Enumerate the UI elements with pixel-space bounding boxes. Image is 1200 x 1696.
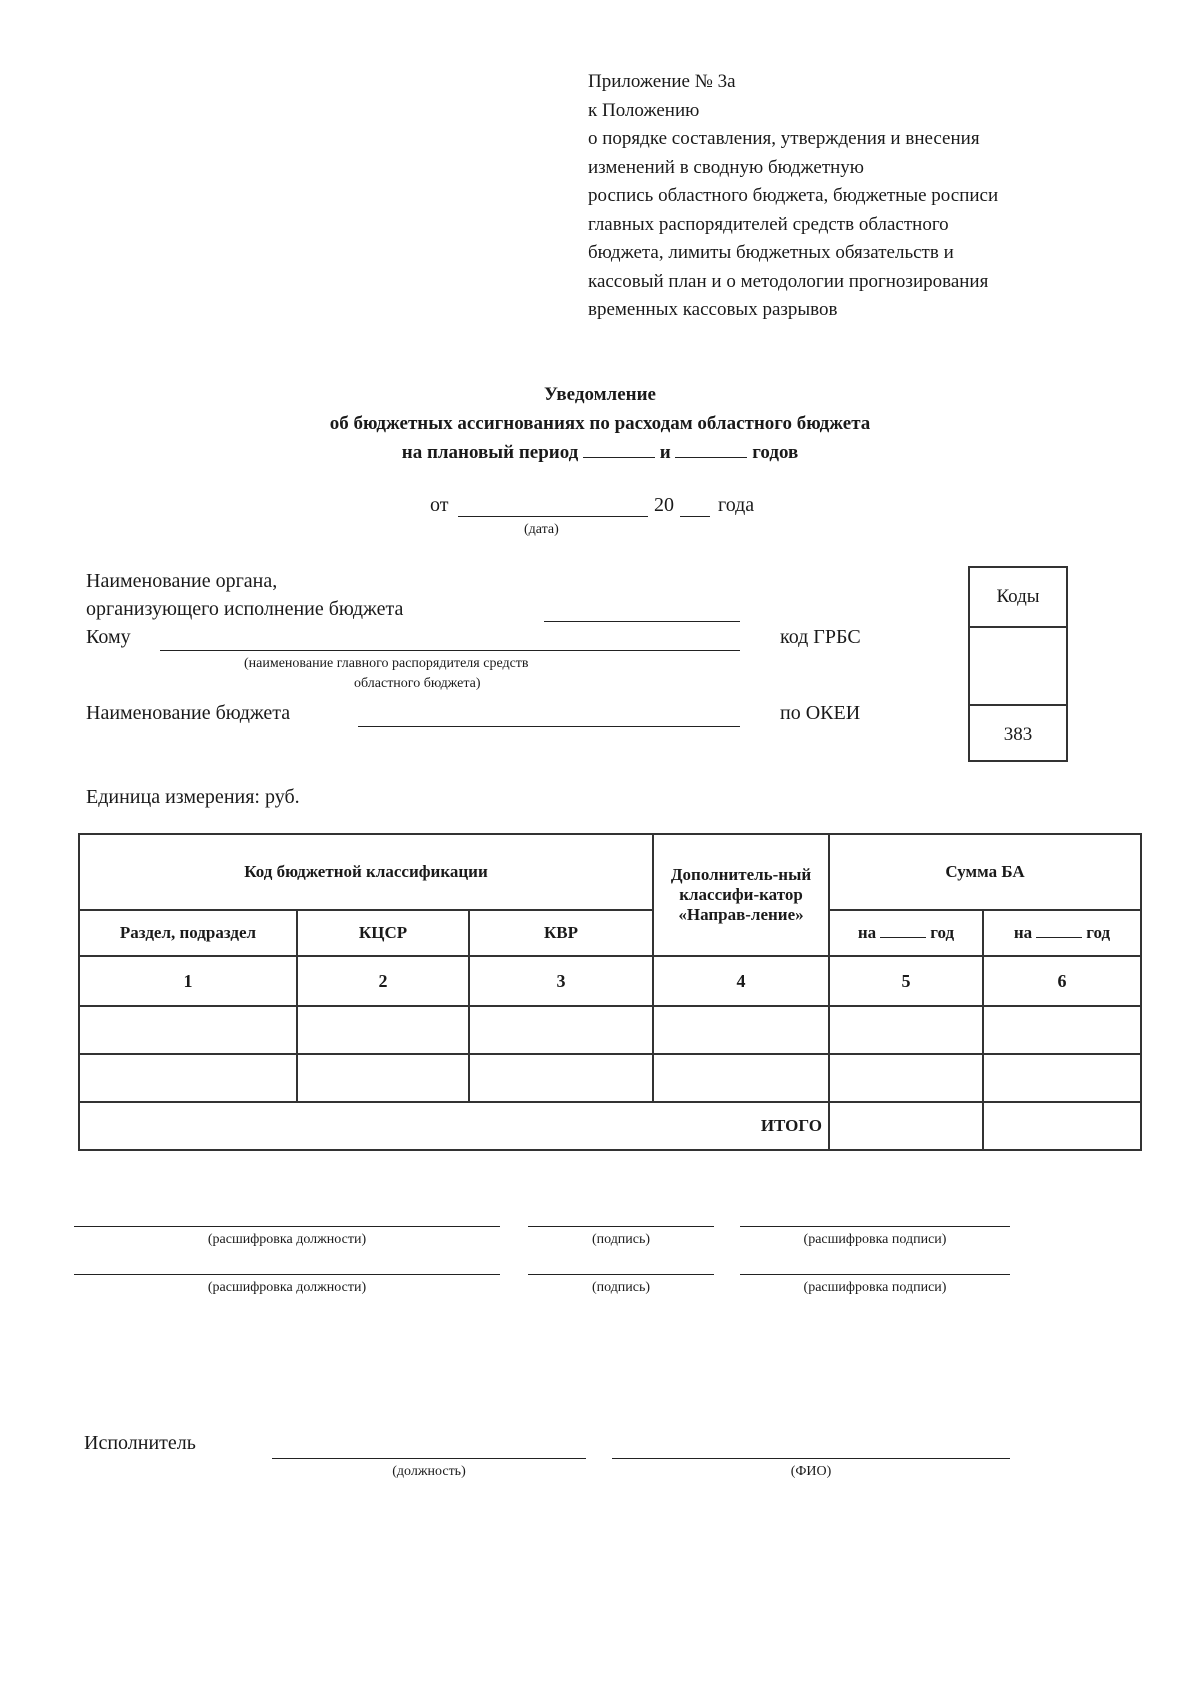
signature-caption: (подпись) xyxy=(591,1232,651,1247)
table-cell[interactable] xyxy=(983,1054,1141,1102)
date-field[interactable] xyxy=(458,516,648,517)
appendix-line: бюджета, лимиты бюджетных обязательств и xyxy=(588,242,954,263)
title-and: и xyxy=(659,442,671,463)
date-year-suffix: года xyxy=(718,494,755,516)
codes-box xyxy=(968,566,1068,762)
year-suffix: год xyxy=(1086,923,1111,942)
header-sum: Сумма БА xyxy=(829,834,1141,910)
to-label: Кому xyxy=(86,626,131,648)
date-year-field[interactable] xyxy=(680,516,710,517)
budget-name-field[interactable] xyxy=(358,726,740,727)
total-label: ИТОГО xyxy=(79,1102,829,1150)
signature-field-2[interactable] xyxy=(528,1274,714,1275)
table-cell[interactable] xyxy=(829,1006,983,1054)
year-suffix: год xyxy=(930,923,955,942)
header-section: Раздел, подраздел xyxy=(79,910,297,956)
recipient-caption-1: (наименование главного распорядителя средств xyxy=(244,656,529,671)
org-name-field[interactable] xyxy=(544,621,740,622)
year-prefix: на xyxy=(857,923,877,942)
executor-position-caption: (должность) xyxy=(392,1464,466,1479)
signature-decoding-field-2[interactable] xyxy=(740,1274,1010,1275)
period-year-2-field[interactable] xyxy=(675,440,747,458)
appendix-line: главных распорядителей средств областного xyxy=(588,213,949,235)
title-line-1: Уведомление xyxy=(544,384,656,405)
signature-field-1[interactable] xyxy=(528,1226,714,1227)
appendix-line: Приложение № 3а xyxy=(588,71,736,92)
signature-caption: (подпись) xyxy=(591,1280,651,1295)
appendix-line: временных кассовых разрывов xyxy=(588,299,838,320)
decoding-caption: (расшифровка подписи) xyxy=(803,1280,947,1295)
signature-decoding-field-1[interactable] xyxy=(740,1226,1010,1227)
codes-header: Коды xyxy=(996,586,1040,607)
table-cell[interactable] xyxy=(829,1054,983,1102)
date-from-label: от xyxy=(430,494,449,516)
period-year-1-field[interactable] xyxy=(583,440,655,458)
table-cell[interactable] xyxy=(653,1006,829,1054)
okei-code-cell: 383 xyxy=(1003,724,1033,745)
table-cell[interactable] xyxy=(469,1054,653,1102)
recipient-field[interactable] xyxy=(160,650,740,651)
executor-name-caption: (ФИО) xyxy=(790,1464,832,1479)
table-cell[interactable] xyxy=(297,1006,469,1054)
executor-name-field[interactable] xyxy=(612,1458,1010,1459)
header-kvr: КВР xyxy=(469,910,653,956)
position-field-2[interactable] xyxy=(74,1274,500,1275)
header-year-1 xyxy=(829,910,983,956)
title-line-3 xyxy=(0,438,1200,467)
recipient-caption-2: областного бюджета) xyxy=(354,676,481,691)
executor-position-field[interactable] xyxy=(272,1458,586,1459)
document-title xyxy=(0,380,1200,467)
total-year-2-cell[interactable] xyxy=(983,1102,1141,1150)
column-number: 5 xyxy=(829,956,983,1006)
header-kbk: Код бюджетной классификации xyxy=(79,834,653,910)
appendix-line: кассовый план и о методологии прогнозирования xyxy=(588,270,989,292)
codes-divider xyxy=(970,704,1066,706)
budget-label: Наименование бюджета xyxy=(86,702,291,724)
unit-of-measure: Единица измерения: руб. xyxy=(86,786,300,808)
year-2-field[interactable] xyxy=(1036,924,1082,938)
grbs-code-label: код ГРБС xyxy=(780,626,861,648)
header-kcsr: КЦСР xyxy=(297,910,469,956)
position-field-1[interactable] xyxy=(74,1226,500,1227)
header-year-2 xyxy=(983,910,1141,956)
table-cell[interactable] xyxy=(79,1006,297,1054)
position-caption: (расшифровка должности) xyxy=(207,1280,367,1295)
column-number: 6 xyxy=(983,956,1141,1006)
header-extra-classifier: Дополнитель-ный классифи-катор «Направ-ление» xyxy=(653,834,829,956)
appendix-reference xyxy=(588,68,1148,325)
table-cell[interactable] xyxy=(653,1054,829,1102)
year-prefix: на xyxy=(1013,923,1033,942)
column-number: 3 xyxy=(469,956,653,1006)
year-1-field[interactable] xyxy=(880,924,926,938)
total-year-1-cell[interactable] xyxy=(829,1102,983,1150)
okei-label: по ОКЕИ xyxy=(780,702,861,724)
table-cell[interactable] xyxy=(297,1054,469,1102)
table-cell[interactable] xyxy=(79,1054,297,1102)
appendix-line: изменений в сводную бюджетную xyxy=(588,156,864,178)
title-line-2: об бюджетных ассигнованиях по расходам областного бюджета xyxy=(329,413,871,434)
column-number: 1 xyxy=(79,956,297,1006)
column-number: 2 xyxy=(297,956,469,1006)
date-year-prefix: 20 xyxy=(654,494,674,516)
table-row xyxy=(79,1006,1141,1054)
appendix-line: о порядке составления, утверждения и внесения xyxy=(588,128,980,149)
org-label-line-2: организующего исполнение бюджета xyxy=(86,598,404,620)
title-years-label: годов xyxy=(752,442,799,463)
codes-divider xyxy=(970,626,1066,628)
title-period-label: на плановый период xyxy=(401,442,579,463)
appendix-line: роспись областного бюджета, бюджетные росписи xyxy=(588,185,999,206)
executor-label: Исполнитель xyxy=(84,1432,196,1454)
table-cell[interactable] xyxy=(469,1006,653,1054)
decoding-caption: (расшифровка подписи) xyxy=(803,1232,947,1247)
position-caption: (расшифровка должности) xyxy=(207,1232,367,1247)
date-caption: (дата) xyxy=(524,522,559,537)
column-number: 4 xyxy=(653,956,829,1006)
appendix-line: к Положению xyxy=(588,99,700,121)
org-label-line-1: Наименование органа, xyxy=(86,570,278,592)
table-cell[interactable] xyxy=(983,1006,1141,1054)
total-row xyxy=(79,1102,1141,1150)
table-row xyxy=(79,1054,1141,1102)
allocations-table xyxy=(78,833,1142,1151)
